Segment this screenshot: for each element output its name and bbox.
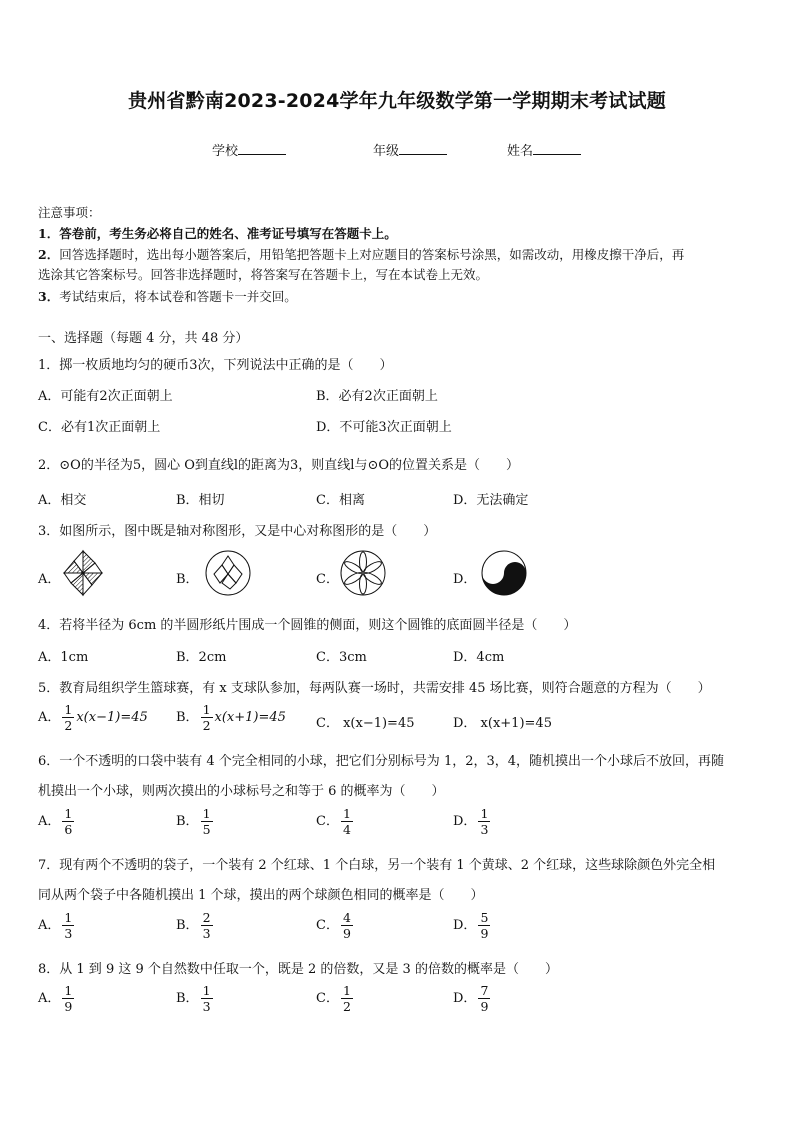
q5-option-a-fraction: [62, 702, 74, 733]
note-3-num: 3．: [38, 289, 60, 304]
name-blank: [533, 142, 581, 155]
q7-option-d-fraction: [478, 910, 490, 941]
q8-stem: 8．从 1 到 9 这 9 个自然数中任取一个，既是 2 的倍数，又是 3 的倍数的概率是（ ）: [38, 962, 558, 977]
q5-option-a: [38, 702, 148, 733]
yin-yang-icon: [480, 549, 528, 597]
q4-option-a: A．1cm: [38, 650, 89, 665]
q8-option-d-fraction: [478, 983, 490, 1014]
q6-option-d-fraction: [478, 806, 490, 837]
q1-option-a: A．可能有2次正面朝上: [38, 389, 173, 404]
q8-option-d: [453, 983, 492, 1014]
q8-option-c-denominator: 2: [342, 999, 351, 1014]
q8-option-d-numerator: 7: [480, 983, 489, 998]
school-field: [212, 140, 286, 159]
q7-option-d-label: D．: [453, 918, 477, 933]
q2-option-a: A．相交: [38, 493, 87, 508]
section-heading: 一、选择题（每题 4 分，共 48 分）: [38, 331, 249, 346]
q8-option-b-label: B．: [176, 991, 199, 1006]
q8-option-a-label: A．: [38, 991, 61, 1006]
q5-option-c: C． x(x−1)=45: [316, 716, 415, 731]
pinwheel-icon: [62, 549, 104, 597]
q7-option-c: [316, 910, 355, 941]
school-label: 学校: [212, 144, 239, 159]
mitsubishi-circle-icon: [204, 549, 252, 597]
q6-option-c-label: C．: [316, 814, 339, 829]
q7-option-c-fraction: [341, 910, 353, 941]
q8-option-c-fraction: [341, 983, 353, 1014]
q3-option-b: B．: [176, 572, 199, 587]
school-blank: [238, 142, 286, 155]
q8-option-b-denominator: 3: [202, 999, 211, 1014]
q8-option-c-label: C．: [316, 991, 339, 1006]
q7-option-a-label: A．: [38, 918, 61, 933]
q4-stem: 4．若将半径为 6cm 的半圆形纸片围成一个圆锥的侧面，则这个圆锥的底面圆半径是（ ）: [38, 618, 577, 633]
q7-option-b-label: B．: [176, 918, 199, 933]
name-field: [507, 140, 581, 159]
q5-option-b: [176, 702, 286, 733]
note-1-num: 1．: [38, 226, 60, 241]
note-1-text: 答卷前，考生务必将自己的姓名、准考证号填写在答题卡上。: [59, 226, 397, 241]
q5-option-b-denominator: 2: [202, 718, 211, 733]
note-3-text: 考试结束后，将本试卷和答题卡一并交回。: [59, 289, 297, 304]
q6-option-c: [316, 806, 355, 837]
flower-circle-icon: [339, 549, 387, 597]
q7-option-a-fraction: [62, 910, 74, 941]
q6-option-d-label: D．: [453, 814, 477, 829]
q7-option-c-denominator: 9: [342, 926, 351, 941]
q6-option-a-numerator: 1: [64, 806, 73, 821]
q1-option-b: B．必有2次正面朝上: [316, 389, 438, 404]
q6-option-c-denominator: 4: [342, 822, 351, 837]
q6-stem-line-2: 机摸出一个小球，则两次摸出的小球标号之和等于 6 的概率为（ ）: [38, 784, 445, 799]
q8-option-c-numerator: 1: [342, 983, 351, 998]
q6-option-a-denominator: 6: [64, 822, 73, 837]
q6-option-b: [176, 806, 215, 837]
q7-option-b: [176, 910, 215, 941]
q1-option-c: C．必有1次正面朝上: [38, 420, 161, 435]
notes-heading: 注意事项：: [38, 205, 101, 220]
q7-stem-line-1: 7．现有两个不透明的袋子，一个装有 2 个红球、1 个白球，另一个装有 1 个黄球、2 个红球，这些球除颜色外完全相: [38, 858, 716, 873]
q6-option-b-numerator: 1: [202, 806, 211, 821]
q5-stem: 5．教育局组织学生篮球赛，有 x 支球队参加，每两队赛一场时，共需安排 45 场比赛，则符合题意的方程为（ ）: [38, 681, 711, 696]
q6-option-b-fraction: [201, 806, 213, 837]
q2-option-c: C．相离: [316, 493, 365, 508]
q8-option-c: [316, 983, 355, 1014]
q6-option-c-fraction: [341, 806, 353, 837]
q5-option-a-numerator: 1: [64, 702, 73, 717]
q3-option-a: A．: [38, 572, 61, 587]
q7-option-b-fraction: [201, 910, 213, 941]
q7-option-d: [453, 910, 492, 941]
q8-option-d-label: D．: [453, 991, 477, 1006]
q6-stem-line-1: 6．一个不透明的口袋中装有 4 个完全相同的小球，把它们分别标号为 1，2，3，4，随机摸出一个小球后不放回，再随: [38, 754, 725, 769]
grade-blank: [399, 142, 447, 155]
note-2-num: 2．: [38, 247, 60, 262]
q7-stem-line-2: 同从两个袋子中各随机摸出 1 个球，摸出的两个球颜色相同的概率是（ ）: [38, 888, 484, 903]
q5-option-a-label: A．: [38, 710, 61, 725]
q2-option-b: B．相切: [176, 493, 225, 508]
q7-option-a: [38, 910, 76, 941]
q7-option-d-numerator: 5: [480, 910, 489, 925]
q6-option-d: [453, 806, 492, 837]
note-2-text: 回答选择题时，选出每小题答案后，用铅笔把答题卡上对应题目的答案标号涂黑，如需改动，用橡皮擦干净后，再: [59, 247, 685, 262]
q6-option-d-denominator: 3: [480, 822, 489, 837]
q2-option-d: D．无法确定: [453, 493, 529, 508]
q3-option-c: C．: [316, 572, 339, 587]
q5-option-b-label: B．: [176, 710, 199, 725]
q8-option-b: [176, 983, 215, 1014]
grade-label: 年级: [373, 144, 400, 159]
q3-option-d: D．: [453, 572, 477, 587]
q2-stem: 2．⊙O的半径为5，圆心 O到直线l的距离为3，则直线l与⊙O的位置关系是（ ）: [38, 458, 520, 473]
q7-option-c-numerator: 4: [342, 910, 351, 925]
q1-option-d: D．不可能3次正面朝上: [316, 420, 452, 435]
q4-option-c: C．3cm: [316, 650, 367, 665]
note-2-line-2: 选涂其它答案标号。回答非选择题时，将答案写在答题卡上，写在本试卷上无效。: [38, 267, 489, 282]
note-3: [38, 287, 297, 305]
q6-option-d-numerator: 1: [480, 806, 489, 821]
q3-stem: 3．如图所示，图中既是轴对称图形，又是中心对称图形的是（ ）: [38, 524, 437, 539]
q7-option-c-label: C．: [316, 918, 339, 933]
note-1: [38, 224, 397, 242]
q6-option-a-fraction: [62, 806, 74, 837]
q4-option-d: D．4cm: [453, 650, 505, 665]
name-label: 姓名: [507, 144, 534, 159]
q5-option-b-fraction: [201, 702, 213, 733]
q8-option-a: [38, 983, 76, 1014]
q8-option-a-fraction: [62, 983, 74, 1014]
q6-option-a-label: A．: [38, 814, 61, 829]
note-2-line-1: [38, 245, 684, 263]
q6-option-a: [38, 806, 76, 837]
q5-option-a-denominator: 2: [64, 718, 73, 733]
q6-option-c-numerator: 1: [342, 806, 351, 821]
q1-stem: 1．掷一枚质地均匀的硬币3次，下列说法中正确的是（ ）: [38, 358, 393, 373]
q6-option-b-label: B．: [176, 814, 199, 829]
q7-option-b-numerator: 2: [202, 910, 211, 925]
q7-option-a-denominator: 3: [64, 926, 73, 941]
q5-option-b-expr: x(x+1)=45: [214, 710, 286, 725]
q5-option-b-numerator: 1: [202, 702, 211, 717]
q6-option-b-denominator: 5: [202, 822, 211, 837]
page-title: 贵州省黔南2023-2024学年九年级数学第一学期期末考试试题: [128, 90, 666, 112]
grade-field: [373, 140, 447, 159]
q7-option-d-denominator: 9: [480, 926, 489, 941]
q8-option-a-numerator: 1: [64, 983, 73, 998]
q5-option-d: D． x(x+1)=45: [453, 716, 552, 731]
q8-option-b-numerator: 1: [202, 983, 211, 998]
q8-option-a-denominator: 9: [64, 999, 73, 1014]
q8-option-d-denominator: 9: [480, 999, 489, 1014]
q5-option-a-expr: x(x−1)=45: [76, 710, 148, 725]
q7-option-b-denominator: 3: [202, 926, 211, 941]
q4-option-b: B．2cm: [176, 650, 227, 665]
q8-option-b-fraction: [201, 983, 213, 1014]
q7-option-a-numerator: 1: [64, 910, 73, 925]
